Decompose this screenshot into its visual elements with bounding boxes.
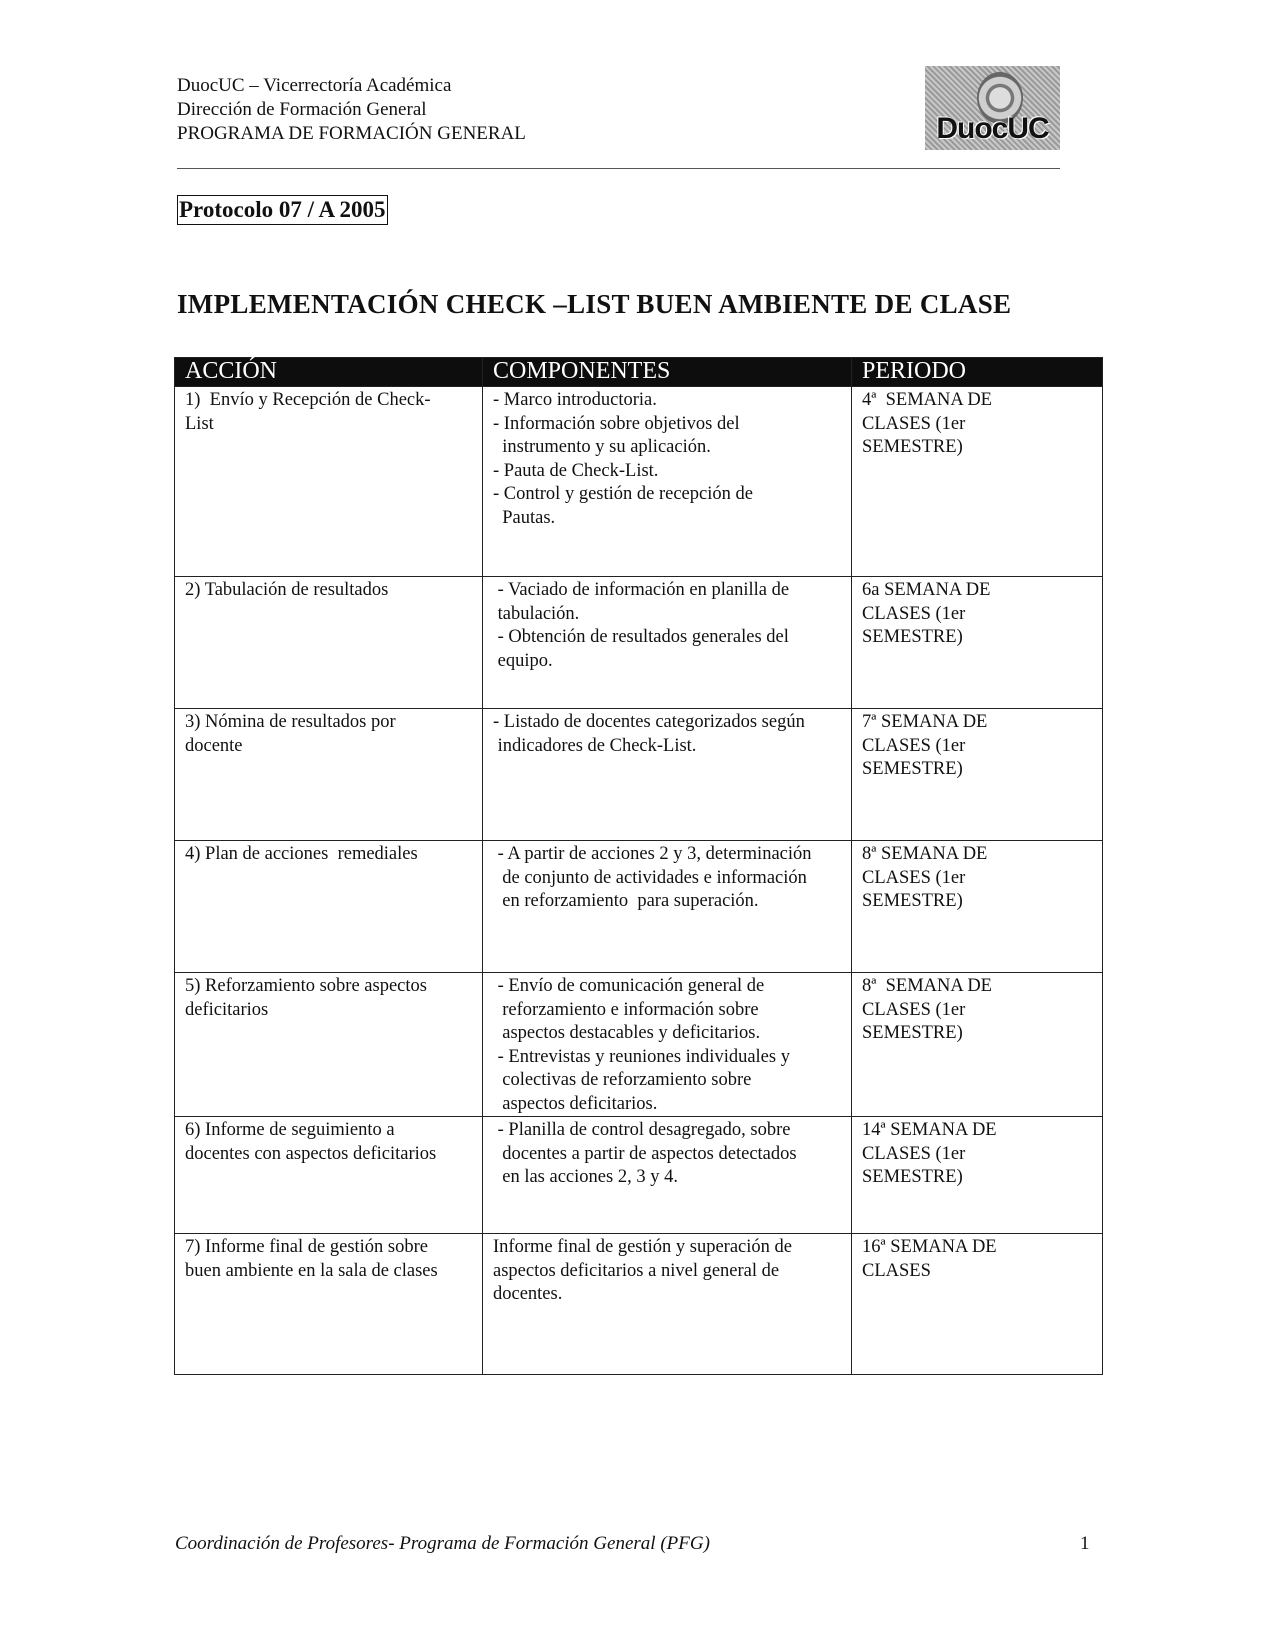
componentes-line: - Control y gestión de recepción de xyxy=(493,484,753,504)
cell-componentes xyxy=(483,1117,852,1234)
componentes-line: instrumento y su aplicación. xyxy=(493,437,711,457)
cell-accion xyxy=(175,973,483,1117)
footer-text: Coordinación de Profesores- Programa de Formación General (PFG) xyxy=(175,1533,710,1554)
table-row xyxy=(175,973,1103,1117)
componentes-line: docentes. xyxy=(493,1284,563,1304)
letterhead-line: PROGRAMA DE FORMACIÓN GENERAL xyxy=(177,123,526,144)
table-row xyxy=(175,1234,1103,1375)
componentes-line: - Listado de docentes categorizados según xyxy=(493,712,805,732)
cell-periodo xyxy=(852,841,1103,973)
letterhead xyxy=(177,74,526,146)
cell-accion xyxy=(175,387,483,577)
protocol-label: Protocolo 07 / A 2005 xyxy=(177,195,388,225)
letterhead-line: Dirección de Formación General xyxy=(177,99,427,120)
cell-componentes xyxy=(483,709,852,841)
periodo-line: SEMESTRE) xyxy=(862,891,963,911)
cell-componentes xyxy=(483,577,852,709)
table-row xyxy=(175,709,1103,841)
cell-accion xyxy=(175,1234,483,1375)
duocuc-logo xyxy=(925,66,1060,150)
componentes-line: en reforzamiento para superación. xyxy=(493,891,759,911)
table-header-row xyxy=(175,358,1103,387)
page-title: IMPLEMENTACIÓN CHECK –LIST BUEN AMBIENTE DE CLASE xyxy=(177,289,1012,319)
periodo-line: SEMESTRE) xyxy=(862,437,963,457)
table-row xyxy=(175,841,1103,973)
cell-periodo xyxy=(852,973,1103,1117)
accion-line: 3) Nómina de resultados por xyxy=(185,712,396,732)
periodo-line: 8ª SEMANA DE xyxy=(862,976,992,996)
componentes-line: - Información sobre objetivos del xyxy=(493,413,740,434)
componentes-line: - Planilla de control desagregado, sobre xyxy=(493,1120,791,1140)
accion-line: List xyxy=(185,413,214,434)
accion-line: 1) Envío y Recepción de Check- xyxy=(185,390,431,410)
componentes-line: colectivas de reforzamiento sobre xyxy=(493,1070,752,1090)
accion-line: 7) Informe final de gestión sobre xyxy=(185,1237,428,1257)
logo-wordmark: DuocUC xyxy=(936,112,1049,145)
componentes-line: reforzamiento e información sobre xyxy=(493,999,759,1020)
periodo-line: SEMESTRE) xyxy=(862,1167,963,1187)
componentes-line: en las acciones 2, 3 y 4. xyxy=(493,1167,678,1187)
componentes-line: indicadores de Check-List. xyxy=(493,735,697,756)
periodo-line: CLASES (1er xyxy=(862,999,966,1020)
accion-line: docentes con aspectos deficitarios xyxy=(185,1143,437,1164)
componentes-line: equipo. xyxy=(493,650,553,671)
componentes-line: - Pauta de Check-List. xyxy=(493,460,659,481)
componentes-line: aspectos deficitarios. xyxy=(493,1093,658,1114)
table-body xyxy=(175,387,1103,1375)
accion-line: 6) Informe de seguimiento a xyxy=(185,1120,395,1140)
accion-line: deficitarios xyxy=(185,999,269,1020)
periodo-line: 8ª SEMANA DE xyxy=(862,844,988,864)
componentes-line: tabulación. xyxy=(493,603,580,624)
componentes-line: aspectos destacables y deficitarios. xyxy=(493,1023,761,1043)
table-row xyxy=(175,387,1103,577)
cell-componentes xyxy=(483,973,852,1117)
table-row xyxy=(175,1117,1103,1234)
periodo-line: CLASES (1er xyxy=(862,413,966,434)
accion-line: 4) Plan de acciones remediales xyxy=(185,844,418,864)
letterhead-line: DuocUC – Vicerrectoría Académica xyxy=(177,75,452,96)
accion-line: docente xyxy=(185,735,243,756)
periodo-line: CLASES (1er xyxy=(862,735,966,756)
componentes-line: Informe final de gestión y superación de xyxy=(493,1237,792,1257)
accion-line: 2) Tabulación de resultados xyxy=(185,580,389,600)
cell-periodo xyxy=(852,709,1103,841)
componentes-line: - Obtención de resultados generales del xyxy=(493,627,789,647)
componentes-line: aspectos deficitarios a nivel general de xyxy=(493,1260,780,1281)
componentes-line: Pautas. xyxy=(493,507,556,528)
header-divider xyxy=(177,168,1060,169)
periodo-line: 16ª SEMANA DE xyxy=(862,1237,997,1257)
periodo-line: 7ª SEMANA DE xyxy=(862,712,988,732)
accion-line: 5) Reforzamiento sobre aspectos xyxy=(185,976,427,996)
componentes-line: docentes a partir de aspectos detectados xyxy=(493,1143,797,1164)
periodo-line: 14ª SEMANA DE xyxy=(862,1120,997,1140)
cell-accion xyxy=(175,841,483,973)
page-number: 1 xyxy=(1080,1533,1090,1554)
periodo-line: CLASES (1er xyxy=(862,867,966,888)
cell-componentes xyxy=(483,841,852,973)
componentes-line: - A partir de acciones 2 y 3, determinación xyxy=(493,844,812,864)
periodo-line: CLASES (1er xyxy=(862,603,966,624)
cell-accion xyxy=(175,1117,483,1234)
periodo-line: SEMESTRE) xyxy=(862,1023,963,1043)
cell-periodo xyxy=(852,1117,1103,1234)
header-periodo: PERIODO xyxy=(852,358,1103,387)
cell-accion xyxy=(175,577,483,709)
periodo-line: SEMESTRE) xyxy=(862,627,963,647)
accion-line: buen ambiente en la sala de clases xyxy=(185,1260,438,1281)
componentes-line: - Marco introductoria. xyxy=(493,390,657,410)
action-plan-table xyxy=(174,357,1103,1375)
periodo-line: SEMESTRE) xyxy=(862,759,963,779)
cell-componentes xyxy=(483,1234,852,1375)
periodo-line: CLASES (1er xyxy=(862,1143,966,1164)
periodo-line: 4ª SEMANA DE xyxy=(862,390,992,410)
componentes-line: - Envío de comunicación general de xyxy=(493,976,765,996)
table-row xyxy=(175,577,1103,709)
componentes-line: - Entrevistas y reuniones individuales y xyxy=(493,1046,790,1067)
componentes-line: - Vaciado de información en planilla de xyxy=(493,580,790,600)
cell-componentes xyxy=(483,387,852,577)
cell-periodo xyxy=(852,577,1103,709)
periodo-line: CLASES xyxy=(862,1260,931,1281)
cell-accion xyxy=(175,709,483,841)
header-accion: ACCIÓN xyxy=(175,358,483,387)
cell-periodo xyxy=(852,387,1103,577)
componentes-line: de conjunto de actividades e información xyxy=(493,867,807,888)
periodo-line: 6a SEMANA DE xyxy=(862,580,991,600)
cell-periodo xyxy=(852,1234,1103,1375)
header-componentes: COMPONENTES xyxy=(483,358,852,387)
